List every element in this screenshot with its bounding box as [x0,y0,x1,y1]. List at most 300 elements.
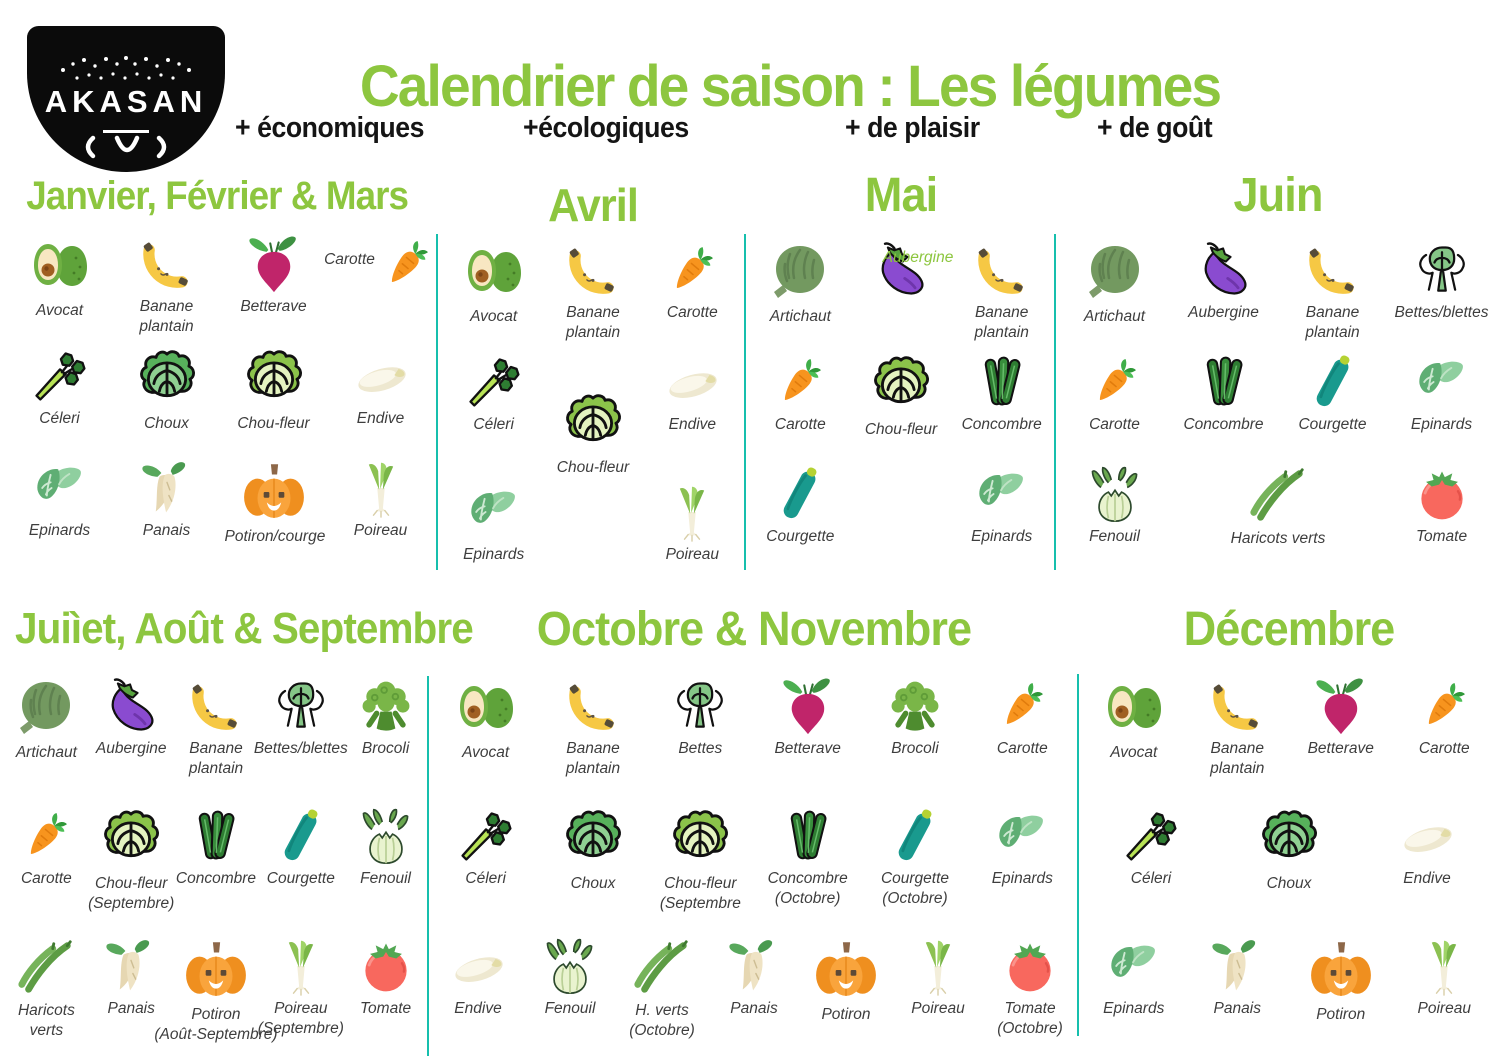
veg-item-epinards [951,460,1052,547]
banana-icon [186,676,246,736]
veg-label: Choux [570,875,616,892]
endive-icon [662,352,722,412]
cabbage-icon [1254,801,1324,871]
veg-label: Carotte [774,416,826,433]
fennel-icon [1085,464,1145,524]
celery-icon [456,806,516,866]
veg-label: Bettes/blettes [253,740,348,757]
veg-label: Banane plantain [139,298,194,335]
cauliflower-icon [96,801,166,871]
veg-grid [1060,236,1496,572]
veg-label: Aubergine [95,740,167,757]
carrot-icon [662,240,722,300]
veg-item-concombre [1169,348,1278,435]
veg-label: Bettes [678,740,723,757]
spinach-icon [30,458,90,518]
endive-icon [448,936,508,996]
celery-icon [1121,806,1181,866]
endive-icon [1397,806,1457,866]
veg-label: Choux [144,415,189,432]
veg-label: Epinards [28,522,91,539]
section-title: Janvier, Février & Mars [26,174,409,218]
veg-label: Avocat [462,744,510,761]
veg-label: Avocat [470,308,518,325]
section-title: Avril [548,179,638,231]
veg-label: Carotte [666,304,718,321]
zucchini-icon [1303,352,1363,412]
veg-label: Epinards [971,528,1033,545]
veg-item-aubergine [89,672,174,759]
veg-label: Banane plantain [565,304,621,341]
veg-label: Carotte [1418,740,1470,757]
avocado-icon [462,240,526,304]
veg-row [1060,348,1496,460]
veg-item-endive [327,342,434,429]
carrot-icon [770,352,830,412]
veg-item-aubergine [851,236,952,300]
veg-sublabel: (Septembre) [257,1019,344,1037]
section-divider [436,234,438,570]
tagline-economiques: + économiques [235,112,424,144]
veg-label: Panais [1213,1000,1261,1017]
veg-label: Concombre [1183,416,1264,433]
spinach-icon [464,482,524,542]
veg-sublabel: (Octobre) [774,889,841,907]
fennel-icon [540,936,600,996]
veg-item-carotte [1060,348,1169,435]
banana-icon [563,676,623,736]
celery-icon [30,346,90,406]
veg-label: Carotte [1089,416,1140,433]
veg-label: Poireau [1417,1000,1471,1017]
veg-label: Banane plantain [974,304,1029,341]
veg-label: Endive [356,410,405,427]
avocado-icon [454,676,518,740]
artichoke-icon [1083,240,1147,304]
veg-row [1082,802,1496,932]
veg-item-avocat [432,672,539,763]
veg-sublabel: (Octobre) [997,1019,1063,1037]
veg-label: Aubergine [1188,304,1259,321]
veg-label: Céleri [1130,870,1172,887]
veg-item-choux [113,342,220,434]
veg-item-aubergine [1169,236,1278,323]
veg-label: Poireau [911,1000,965,1017]
veg-item-poireau [1393,932,1497,1019]
veg-label: Tomate [1415,528,1468,545]
veg-item-tomate [984,932,1076,1039]
parsnip-icon [137,458,197,518]
green-beans-icon [1240,464,1316,526]
veg-sublabel: (Octobre) [629,1021,695,1039]
veg-item-banane-plantain [543,236,642,343]
veg-label: Aubergine [882,249,954,266]
green-beans-icon [624,936,700,998]
tomato-icon [356,936,416,996]
veg-label: Choux [1266,875,1312,892]
veg-row [444,236,742,348]
veg-item-carotte [750,348,851,435]
veg-label: Potiron [1316,1006,1366,1023]
veg-item-courgette [750,460,851,547]
veg-label: Avocat [1110,744,1158,761]
veg-item-tomate [1387,460,1496,547]
veg-label: Céleri [473,416,514,433]
zucchini-icon [271,806,331,866]
fennel-icon [356,806,416,866]
veg-row [4,802,428,932]
veg-item-celeri [1082,802,1220,889]
banana-icon [1207,676,1267,736]
veg-row [750,348,1052,460]
veg-label: Carotte [996,740,1048,757]
veg-item-bettes-blettes [253,672,348,759]
pumpkin-icon [238,458,310,524]
veg-item-avocat [6,230,113,321]
veg-item-courgette [258,802,343,889]
veg-label: Endive [1403,870,1451,887]
tomato-icon [1412,464,1472,524]
carrot-icon [1085,352,1145,412]
veg-item-panais [113,454,220,541]
veg-item-banane-plantain [951,236,1052,343]
carrot-icon [992,676,1052,736]
veg-label: Concombre [961,416,1042,433]
chard-icon [271,676,331,736]
veg-label: Potiron [821,1006,871,1023]
veg-label: Carotte [324,251,375,268]
veg-item-fenouil [524,932,616,1019]
eggplant-icon [1194,240,1254,300]
veg-item-poireau [258,932,343,1039]
avocado-icon [28,234,92,298]
section-avril [444,174,742,590]
veg-item-carotte [643,236,742,323]
logo-wordmark: AKASAN [44,84,208,119]
veg-item-potiron [154,932,278,1045]
beetroot-icon [778,676,838,736]
veg-label: Chou-fleur [556,459,630,476]
veg-item-chou-fleur [89,802,174,914]
cauliflower-icon [866,347,936,417]
veg-row [432,802,1076,932]
veg-item-poireau [327,454,434,541]
veg-label: Brocoli [891,740,939,757]
leek-icon [662,482,722,542]
veg-label: Artichaut [15,744,77,761]
veg-item-choux [1220,802,1358,894]
parsnip-icon [101,936,161,996]
veg-item-bettes [647,672,754,759]
veg-item-artichaut [4,672,89,763]
veg-label: Poireau [274,1000,328,1017]
cauliflower-icon [665,801,735,871]
veg-item-endive [1358,802,1496,889]
veg-item-betterave [1289,672,1393,759]
section-mai [750,168,1052,572]
page-title: Calendrier de saison : Les légumes [359,53,1221,119]
chard-icon [1412,240,1472,300]
section-janvier-fevrier-mars [6,174,434,566]
veg-item-carotte [324,230,434,294]
avocado-icon [1102,676,1166,740]
veg-label: Endive [668,416,717,433]
veg-item-celeri [444,348,543,435]
veg-label: Courgette [766,528,835,545]
veg-item-celeri [432,802,539,889]
banana-icon [137,234,197,294]
section-divider [744,234,746,570]
veg-label: Fenouil [544,1000,596,1017]
endive-icon [351,346,411,406]
pumpkin-icon [810,936,882,1002]
veg-label: Céleri [465,870,506,887]
section-title: Octobre & Novembre [536,603,972,656]
veg-item-concombre [754,802,861,909]
veg-grid [6,230,434,566]
veg-item-panais [89,932,174,1019]
veg-label: Concombre [175,870,257,887]
veg-item-fenouil [1060,460,1169,547]
cabbage-icon [558,801,628,871]
leek-icon [908,936,968,996]
veg-label: Artichaut [769,308,831,325]
veg-item-betterave [220,230,327,317]
carrot-icon [16,806,76,866]
section-divider [1077,674,1079,1036]
pumpkin-icon [1305,936,1377,1002]
veg-row [1060,460,1496,572]
veg-row [750,460,1052,572]
veg-row [1082,932,1496,1062]
veg-label: Courgette [880,870,950,887]
section-octobre-novembre [432,602,1076,1062]
section-juillet-aout-septembre [4,604,473,1062]
veg-item-endive [432,932,524,1019]
leek-icon [1414,936,1474,996]
veg-grid [432,672,1076,1062]
tagline-plaisir: + de plaisir [845,112,980,144]
veg-item-poireau [892,932,984,1019]
veg-row [6,230,434,342]
akasan-logo [27,26,225,172]
green-beans-icon [8,936,84,998]
veg-row [6,342,434,454]
veg-item-carotte [4,802,89,889]
veg-label: Courgette [1298,416,1367,433]
veg-row [4,672,428,802]
veg-label: Fenouil [360,870,411,887]
veg-item-h-verts [616,932,708,1041]
veg-item-haricots-verts [1169,460,1387,549]
veg-row [6,454,434,566]
veg-label: Epinards [1410,416,1473,433]
section-title: Juiìet, Août & Septembre [15,604,473,653]
pumpkin-icon [180,936,252,1002]
veg-item-chou-fleur [220,342,327,434]
logo-divider-line [103,130,149,133]
veg-row [444,478,742,590]
veg-item-empty [543,478,642,482]
veg-label: Banane plantain [1305,304,1360,341]
veg-item-chou-fleur [543,348,642,478]
veg-item-endive [643,348,742,435]
veg-item-carotte [1393,672,1497,759]
veg-item-bettes-blettes [1387,236,1496,323]
banana-icon [972,240,1032,300]
veg-item-celeri [6,342,113,429]
veg-sublabel: (Août-Septembre) [154,1025,278,1043]
veg-row [1082,672,1496,802]
spinach-icon [972,464,1032,524]
banana-icon [1303,240,1363,300]
veg-item-epinards [969,802,1076,889]
veg-label: H. verts [635,1002,689,1019]
veg-label: Epinards [463,545,525,563]
veg-label: Chou-fleur [237,415,310,432]
beetroot-icon [1311,676,1371,736]
veg-label: Haricots verts [1230,530,1326,547]
veg-item-courgette [861,802,968,909]
carrot-icon [377,234,437,294]
veg-label: Betterave [774,740,841,757]
parsnip-icon [724,936,784,996]
banana-icon [563,240,623,300]
cucumber-icon [972,352,1032,412]
beetroot-icon [244,234,304,294]
veg-item-avocat [444,236,543,327]
veg-label: Epinards [991,870,1053,887]
veg-sublabel: (Octobre) [882,889,948,907]
veg-item-empty [851,460,952,464]
veg-label: Carotte [20,870,72,887]
veg-label: Fenouil [1089,528,1140,545]
parsnip-icon [1207,936,1267,996]
veg-item-betterave [754,672,861,759]
veg-item-banane-plantain [1278,236,1387,343]
cauliflower-icon [558,385,628,455]
veg-label: Poireau [353,522,408,539]
veg-label: Tomate [1004,1000,1056,1017]
spinach-icon [992,806,1052,866]
section-divider [1054,234,1056,570]
veg-item-banane-plantain [1186,672,1290,779]
cauliflower-icon [239,341,309,411]
veg-label: Banane plantain [188,740,244,777]
veg-label: Endive [454,1000,502,1017]
veg-item-fenouil [343,802,428,889]
veg-label: Concombre [767,870,848,887]
veg-grid [444,236,742,590]
veg-item-epinards [444,478,543,565]
veg-label: Chou-fleur [864,421,938,438]
veg-sublabel: (Septembre) [88,894,175,912]
cucumber-icon [1194,352,1254,412]
veg-row [444,348,742,478]
veg-label: Chou-fleur [95,875,168,892]
veg-item-banane-plantain [539,672,646,779]
veg-item-choux [539,802,646,894]
eggplant-icon [101,676,161,736]
veg-label: Poireau [665,545,720,563]
veg-item-brocoli [343,672,428,759]
veg-item-carotte [969,672,1076,759]
veg-label: Chou-fleur [664,875,737,892]
veg-label: Banane plantain [1210,740,1265,777]
artichoke-icon [14,676,78,740]
veg-row [432,672,1076,802]
veg-row [1060,236,1496,348]
veg-item-haricots-verts [4,932,89,1041]
zucchini-icon [885,806,945,866]
veg-item-courgette [1278,348,1387,435]
section-title: Mai [864,169,938,222]
broccoli-icon [356,676,416,736]
veg-item-tomate [343,932,428,1019]
veg-label: Artichaut [1083,308,1146,325]
veg-item-epinards [1387,348,1496,435]
cabbage-icon [132,341,202,411]
veg-label: Avocat [35,302,84,319]
section-title: Juin [1233,169,1323,222]
section-juin [1060,168,1496,572]
veg-grid [4,672,428,1062]
veg-label: Epinards [1103,1000,1165,1017]
cucumber-icon [186,806,246,866]
veg-label: Bettes/blettes [1394,304,1489,321]
cucumber-icon [778,806,838,866]
artichoke-icon [768,240,832,304]
veg-label: Banane plantain [565,740,621,777]
zucchini-icon [770,464,830,524]
veg-label: Potiron/courge [224,528,326,545]
veg-label: Potiron [191,1006,241,1023]
veg-item-poireau [643,478,742,565]
veg-item-avocat [1082,672,1186,763]
spinach-icon [1104,936,1164,996]
veg-grid [750,236,1052,572]
veg-item-chou-fleur [647,802,754,914]
veg-item-banane-plantain [113,230,220,337]
veg-item-artichaut [750,236,851,327]
veg-item-potiron [1289,932,1393,1025]
tagline-ecologiques: +écologiques [523,112,689,144]
veg-row [750,236,1052,348]
chard-icon [670,676,730,736]
section-title: Décembre [1183,603,1395,656]
veg-item-panais [1186,932,1290,1019]
veg-label: Céleri [39,410,80,427]
spinach-icon [1412,352,1472,412]
veg-label: Panais [730,1000,778,1017]
veg-item-concombre [951,348,1052,435]
veg-row [4,932,428,1062]
veg-item-brocoli [861,672,968,759]
veg-label: Betterave [240,298,307,315]
veg-label: Brocoli [361,740,410,757]
veg-item-epinards [6,454,113,541]
veg-label: Panais [107,1000,155,1017]
veg-label: Tomate [360,1000,412,1017]
veg-item-chou-fleur [851,348,952,440]
veg-row [432,932,1076,1062]
veg-item-potiron [800,932,892,1025]
broccoli-icon [885,676,945,736]
leek-icon [351,458,411,518]
leek-icon [271,936,331,996]
veg-item-panais [708,932,800,1019]
veg-sublabel: (Septembre [659,894,741,912]
